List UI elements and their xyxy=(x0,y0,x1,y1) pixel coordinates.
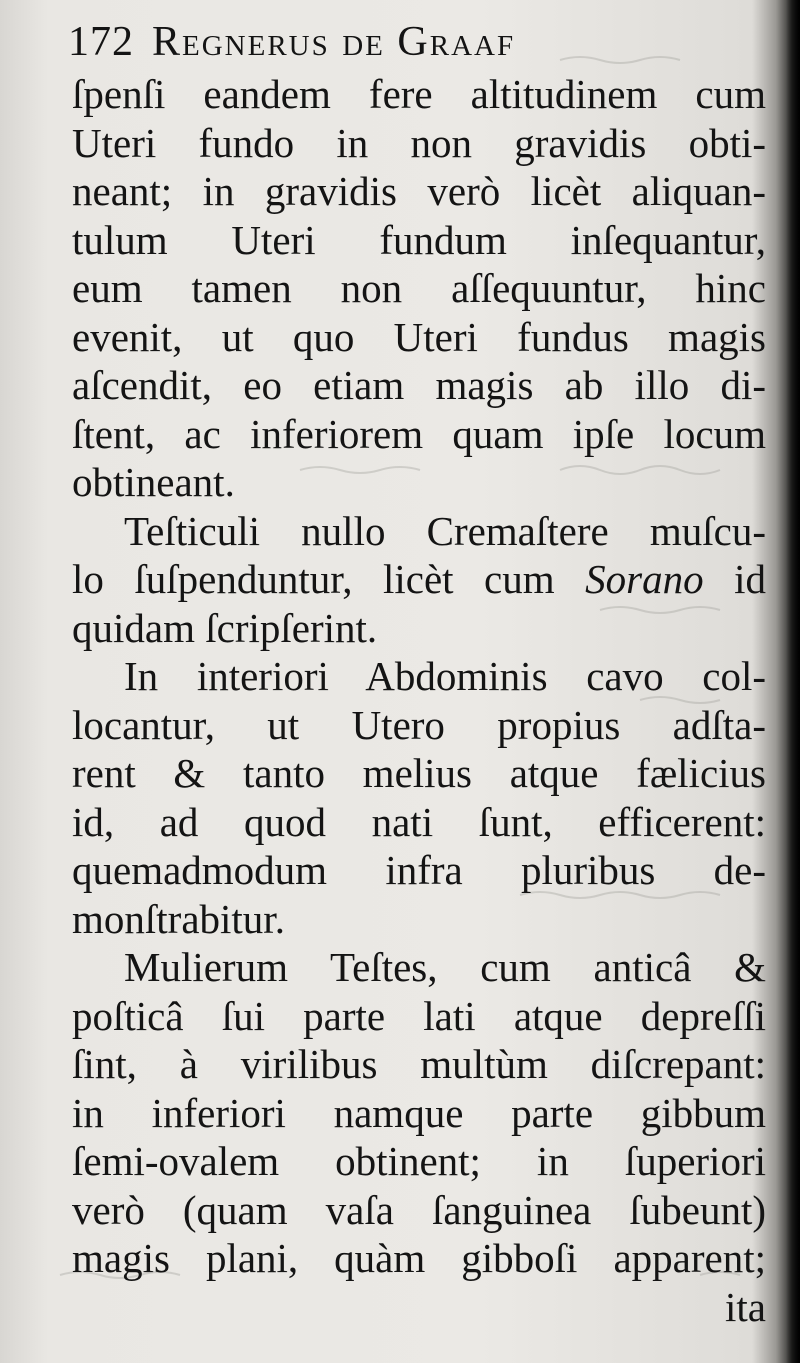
paragraph-start-line: In interiori Abdominis cavo col- xyxy=(124,653,766,699)
text-line: rent & tanto melius atque fælicius xyxy=(72,750,766,796)
page-number: 172 xyxy=(68,19,134,65)
text-line: id, ad quod nati ſunt, efficerent: xyxy=(72,798,766,845)
text-line: ſpenſi eandem fere altitudinem cum xyxy=(72,71,766,117)
catchword: ita xyxy=(725,1283,766,1330)
page-edge-shadow xyxy=(786,0,800,1363)
paragraph-start-line: Mulierum Teſtes, cum anticâ & xyxy=(124,944,766,990)
text-line: aſcendit, eo etiam magis ab illo di- xyxy=(72,362,766,408)
text-line: magis plani, quàm gibboſi apparent; xyxy=(72,1235,766,1281)
text-run: id xyxy=(703,556,767,602)
text-line: neant; in gravidis verò licèt aliquan- xyxy=(72,168,766,214)
text-line: quemadmodum infra pluribus de- xyxy=(72,847,766,893)
italic-name: Sorano xyxy=(585,556,704,602)
text-line: tulum Uteri fundum inſequantur, xyxy=(72,216,766,263)
running-title: Regnerus de Graaf xyxy=(152,19,516,65)
text-line: quidam ſcripſerint. xyxy=(72,604,378,651)
paragraph-start-line: Teſticuli nullo Cremaſtere muſcu- xyxy=(124,507,766,554)
text-line: verò (quam vaſa ſanguinea ſubeunt) xyxy=(72,1186,766,1233)
body-text xyxy=(72,70,766,1331)
text-line: poſticâ ſui parte lati atque depreſſi xyxy=(72,992,766,1039)
text-line: in inferiori namque parte gibbum xyxy=(72,1089,766,1136)
text-line: obtineant. xyxy=(72,459,235,505)
text-line: ſint, à virilibus multùm diſcrepant: xyxy=(72,1041,766,1087)
text-line: monſtrabitur. xyxy=(72,895,285,942)
text-line: ſtent, ac inferiorem quam ipſe locum xyxy=(72,410,766,457)
text-line: eum tamen non aſſequuntur, hinc xyxy=(72,265,766,311)
text-run: lo ſuſpenduntur, licèt cum xyxy=(72,556,555,602)
text-line-with-italic xyxy=(72,555,766,604)
text-line: ſemi-ovalem obtinent; in ſuperiori xyxy=(72,1138,766,1184)
text-line: evenit, ut quo Uteri fundus magis xyxy=(72,313,766,360)
running-header xyxy=(68,14,708,70)
text-line: locantur, ut Utero propius adſta- xyxy=(72,701,766,748)
text-line: Uteri fundo in non gravidis obti- xyxy=(72,119,766,166)
